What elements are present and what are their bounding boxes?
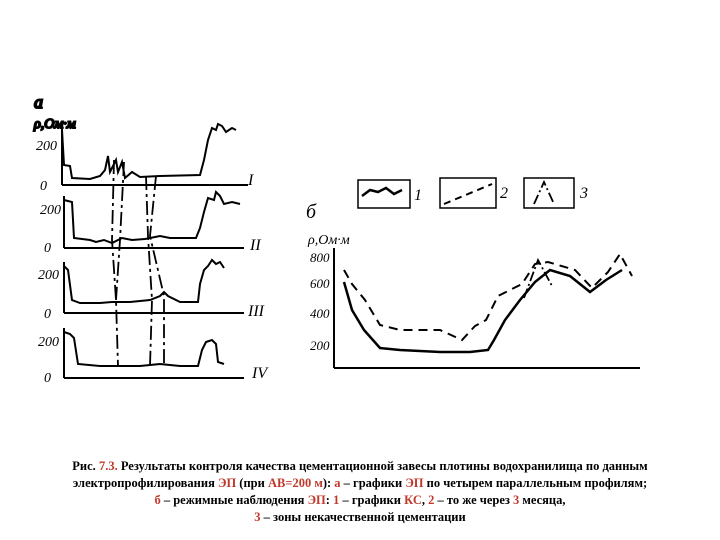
caption-text-2b: (при [236,476,268,490]
profile-3-tick-0: 0 [44,307,51,322]
profile-4-tick-0: 0 [44,371,51,386]
panel-a-ylabel: ρ,Ом·м [34,117,76,132]
caption-ep-2: ЭП [405,476,424,490]
legend [358,178,588,208]
caption-ks: КС [404,493,422,507]
panel-b-ylabel: ρ,Ом·м [308,233,350,248]
caption-line-4 [30,509,690,526]
curve-1 [344,270,622,352]
panel-a-label: а [34,92,43,112]
caption-num-2: 2 [428,493,435,507]
profile-4-label: IV [252,365,268,382]
caption-num-3b: 3 [254,510,261,524]
caption-text-3d: , [421,493,429,507]
figure-caption [30,458,690,526]
caption-letter-b: б [154,493,161,507]
profile-3-tick-200: 200 [38,268,59,283]
profile-3-label: III [248,303,264,320]
caption-text-3b: : [325,493,334,507]
profile-2-label: II [250,237,261,254]
profile-2-graph [40,192,261,256]
profile-2-tick-200: 200 [40,203,61,218]
poor-cementation-zones [112,160,164,366]
legend-2-label: 2 [500,185,508,202]
panel-b-tick-200: 200 [310,338,330,353]
panel-b-tick-600: 600 [310,276,330,291]
caption-text-4a: – зоны некачественной цементации [260,510,466,524]
caption-line-2 [30,475,690,492]
profile-4-tick-200: 200 [38,335,59,350]
curve-2 [344,254,632,340]
caption-text-2c: ): [322,476,335,490]
caption-fig-number: 7.3. [98,459,118,473]
caption-line-3 [30,492,690,509]
caption-text-2d: – графики [340,476,406,490]
legend-3-label: 3 [580,185,588,202]
caption-num-1: 1 [333,493,340,507]
caption-fig-prefix: Рис. [72,459,99,473]
caption-text-3a: – режимные наблюдения [160,493,308,507]
profile-4-graph [38,328,269,386]
legend-1-label: 1 [414,187,422,204]
profile-1-tick-0: 0 [40,179,47,194]
caption-ep-1: ЭП [217,476,237,490]
profile-1-graph [36,124,254,194]
caption-line-1 [30,458,690,475]
caption-text-1: Результаты контроля качества цементационной завесы плотины водохранилища по данным [117,459,648,473]
caption-text-2a: электропрофилирования [72,476,218,490]
caption-text-2e: по четырем параллельным профилям; [423,476,648,490]
panel-b-tick-800: 800 [310,250,330,265]
caption-text-3e: – то же через [434,493,514,507]
caption-num-3a: 3 [513,493,520,507]
panel-b-label: б [306,201,317,223]
panel-b-tick-400: 400 [310,306,330,321]
caption-text-3f: месяца, [519,493,566,507]
caption-letter-a: а [334,476,341,490]
caption-ab: АВ=200 м [267,476,323,490]
profile-1-label: I [248,172,254,189]
caption-text-3c: – графики [339,493,405,507]
profile-2-tick-0: 0 [44,241,51,256]
profile-1-tick-200: 200 [36,139,57,154]
caption-ep-3: ЭП [307,493,326,507]
